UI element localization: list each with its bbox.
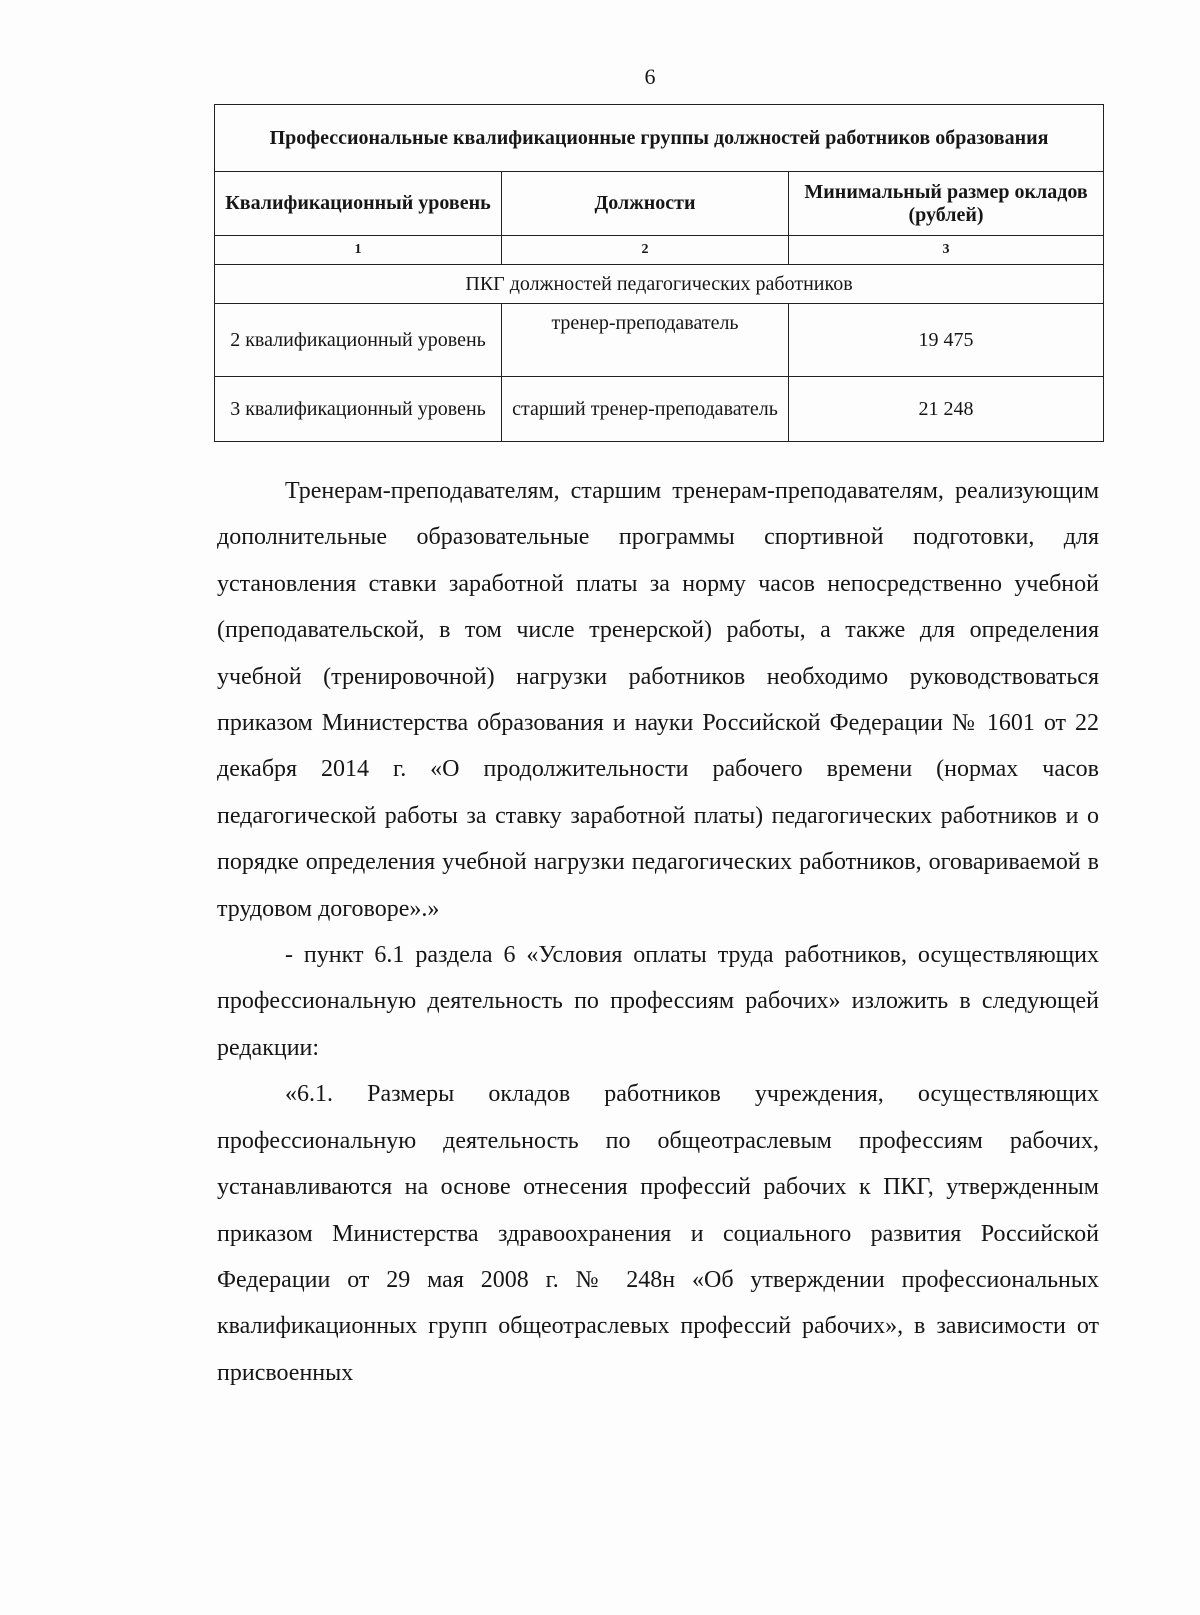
header-salary: Минимальный размер окладов (рублей) [789, 172, 1104, 236]
column-number: 1 [215, 236, 502, 265]
page-number: 6 [644, 64, 656, 89]
header-level: Квалификационный уровень [215, 172, 502, 236]
cell-position: старший тренер-преподаватель [502, 377, 789, 442]
cell-level: 3 квалификационный уровень [215, 377, 502, 442]
paragraph-trainers: Тренерам-преподавателям, старшим тренерам-преподавателям, реализующим дополнительные образовательные программы спортивной подготовки, для установления ставки заработной платы за норму часов непосредственно учебной (преподавательской, в том числе тренерской) работы, а также для определения учебной (тренировочной) нагрузки работников необходимо руководствоваться приказом Министерства образования и науки Российской Федерации № 1601 от 22 декабря 2014 г. «О продолжительности рабочего времени (нормах часов педагогической работы за ставку заработной платы) педагогических работников и о порядке определения учебной нагрузки педагогических работников, оговариваемой в трудовом договоре».» [217, 478, 1099, 922]
cell-salary: 21 248 [789, 377, 1104, 442]
table-row [215, 377, 1104, 442]
paragraph-amendment: - пункт 6.1 раздела 6 «Условия оплаты труда работников, осуществляющих профессиональную деятельность по профессиям рабочих» изложить в следующей редакции: [217, 942, 1099, 1061]
salary-table [214, 104, 1104, 442]
cell-position: тренер-преподаватель [502, 304, 789, 377]
body-text [217, 468, 1099, 1396]
paragraph-6-1: «6.1. Размеры окладов работников учреждения, осуществляющих профессиональную деятельность по общеотраслевым профессиям рабочих, устанавливаются на основе отнесения профессий рабочих к ПКГ, утвержденным приказом Министерства здравоохранения и социального развития Российской Федерации от 29 мая 2008 г. № 248н «Об утверждении профессиональных квалификационных групп общеотраслевых профессий рабочих», в зависимости от присвоенных [217, 1081, 1099, 1386]
table-title: Профессиональные квалификационные группы должностей работников образования [215, 105, 1104, 172]
header-position: Должности [502, 172, 789, 236]
cell-salary: 19 475 [789, 304, 1104, 377]
cell-level: 2 квалификационный уровень [215, 304, 502, 377]
column-number: 2 [502, 236, 789, 265]
table-row [215, 304, 1104, 377]
group-name: ПКГ должностей педагогических работников [215, 265, 1104, 304]
column-number: 3 [789, 236, 1104, 265]
